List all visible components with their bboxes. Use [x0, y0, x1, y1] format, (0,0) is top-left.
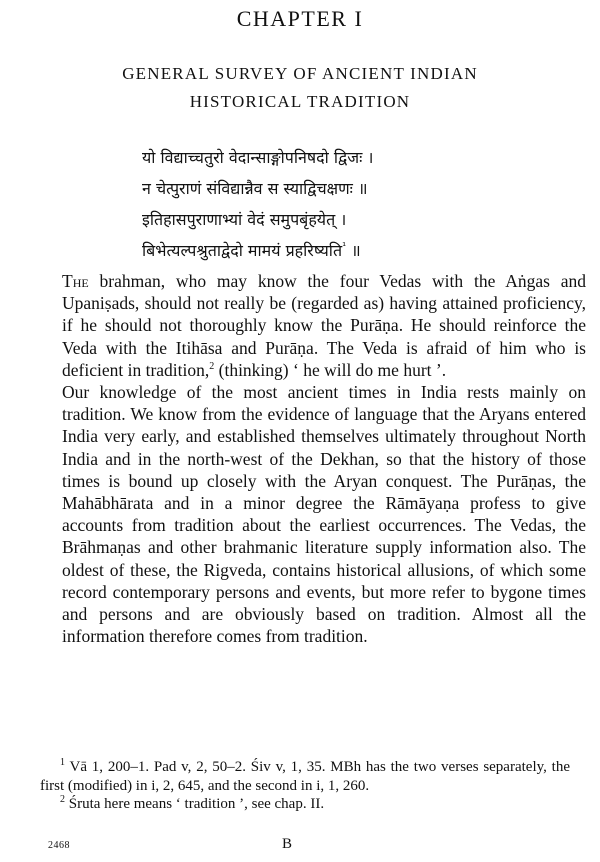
- gathering-letter: B: [282, 836, 293, 852]
- footnote-1-text: Vā 1, 200–1. Pad v, 2, 50–2. Śiv v, 1, 35. MBh has the two verses separately, the first (modified) in i, 2, 645, and the second in i, 1, 260.: [40, 759, 570, 794]
- sanskrit-verse: [142, 142, 562, 266]
- chapter-title: [0, 60, 600, 116]
- footnote-2: [40, 795, 570, 814]
- paragraph-1: [62, 270, 586, 381]
- footnote-2-text: Śruta here means ‘ tradition ’, see chap. II.: [65, 796, 325, 812]
- footnote-ref-2: 2: [209, 360, 215, 372]
- main-text: [62, 270, 586, 647]
- verse-end-mark: ॥: [346, 241, 361, 260]
- verse-line-4-text: बिभेत्यल्पश्रुताद्वेदो मामयं प्रहरिष्यति: [142, 241, 343, 260]
- footnote-2-mark: 2: [60, 794, 65, 805]
- chapter-heading: CHAPTER I: [236, 6, 364, 31]
- verse-line-1: यो विद्याच्चतुरो वेदान्साङ्गोपनिषदो द्विजः ।: [142, 148, 374, 167]
- verse-footnote-ref: ¹: [342, 241, 347, 253]
- chapter-title-line-1: GENERAL SURVEY OF ANCIENT INDIAN: [122, 64, 478, 83]
- verse-line-3: इतिहासपुराणाभ्यां वेदं समुपबृंहयेत् ।: [142, 210, 347, 229]
- verse-line-4: [142, 235, 562, 266]
- footnote-1: [40, 758, 570, 795]
- printer-signature: 2468: [48, 840, 70, 851]
- chapter-title-line-2: HISTORICAL TRADITION: [189, 92, 411, 111]
- verse-line-2: न चेत्पुराणं संविद्यान्नैव स स्याद्विचक्षणः ॥: [142, 179, 368, 198]
- paragraph-1-text-b: (thinking) ‘ he will do me hurt ’.: [214, 359, 447, 380]
- footnote-1-mark: 1: [60, 757, 65, 768]
- footnotes: [40, 758, 570, 814]
- paragraph-1-opening: The: [62, 271, 89, 291]
- paragraph-1-text-a: brahman, who may know the four Vedas with the Aṅgas and Upaniṣads, should not really be (regarded as) having attained proficiency, if he should not thoroughly know the Purāṇa. He should reinforce the Veda with the Itihāsa and Purāṇa. The Veda is afraid of him who is deficient in tradition,: [62, 271, 586, 380]
- paragraph-2: Our knowledge of the most ancient times in India rests mainly on tradition. We know from the evidence of language that the Aryans entered India very early, and established themselves ultimately throughout North India and in the north-west of the Dekhan, so that the history of those times is bound up closely with the Aryan conquest. The Purāṇas, the Mahābhārata and in a minor degree the Rāmāyaṇa profess to give accounts from tradition about the earliest occurrences. The Vedas, the Brāhmaṇas and other brahmanic literature supply information also. The oldest of these, the Rigveda, contains historical allusions, of which some record contemporary persons and events, but more refer to bygone times and persons and are obviously based on tradition. Almost all the information therefore comes from tradition.: [62, 382, 586, 647]
